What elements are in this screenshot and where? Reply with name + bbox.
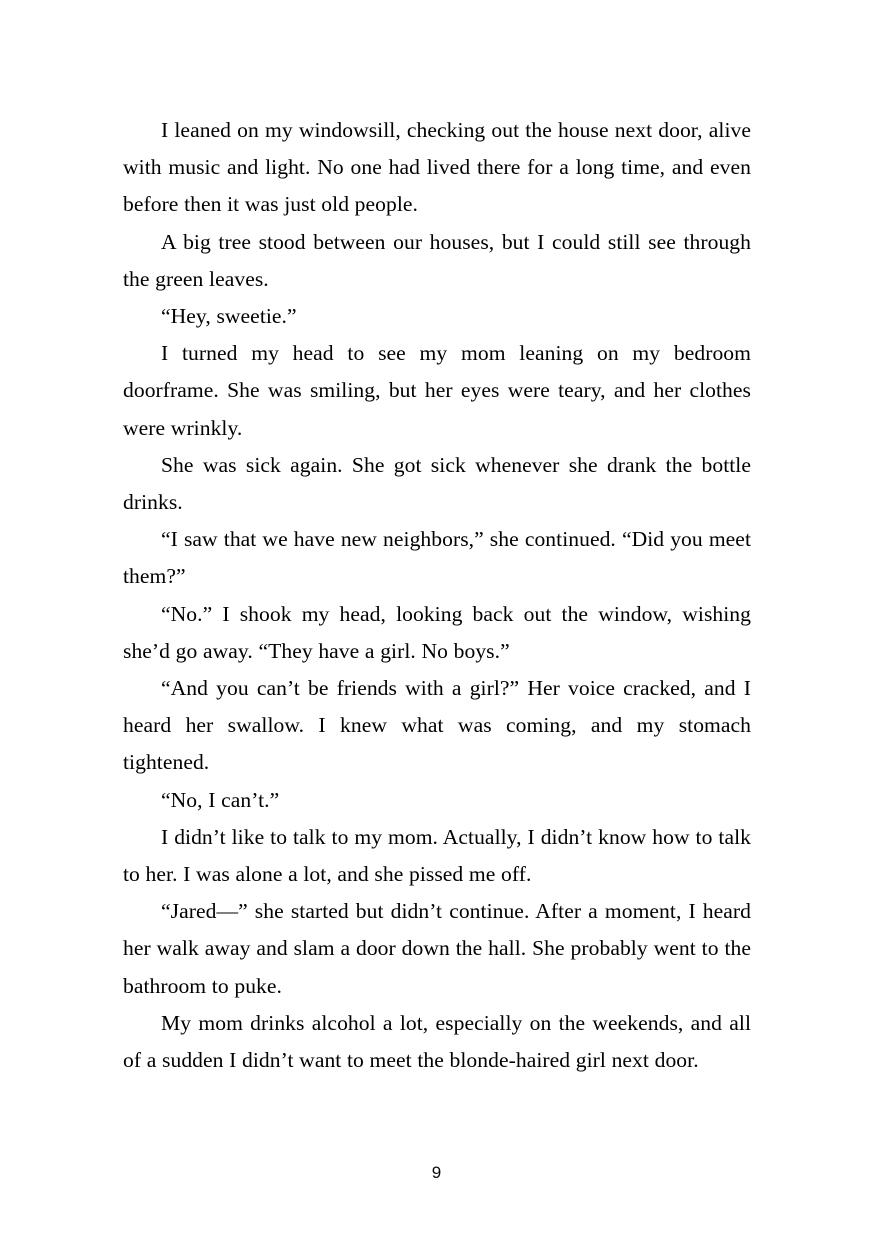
paragraph: “No, I can’t.” [161,787,280,812]
paragraph: I turned my head to see my mom leaning on my bedroom doorframe. She was smiling, but her eyes were teary, and her clothes were wrinkly. [123,341,751,440]
paragraph: My mom drinks alcohol a lot, especially on the weekends, and all of a sudden I didn’t want to meet the blonde-haired girl next door. [123,1010,751,1073]
paragraph: “Jared—” she started but didn’t continue. After a moment, I heard her walk away and slam a door down the hall. She probably went to the bathroom to puke. [123,899,751,998]
paragraph: “Hey, sweetie.” [161,304,297,329]
paragraph: A big tree stood between our houses, but I could still see through the green leaves. [123,229,751,291]
paragraph: I leaned on my windowsill, checking out the house next door, alive with music and light. No one had lived there for a long time, and even before then it was just old people. [123,118,751,217]
paragraph: “No.” I shook my head, looking back out the window, wishing she’d go away. “They have a girl. No boys.” [123,601,751,663]
page-number: 9 [431,1163,442,1182]
paragraph: She was sick again. She got sick whenever she drank the bottle drinks. [123,452,751,515]
body-text-block [123,112,751,1079]
paragraph: “I saw that we have new neighbors,” she continued. “Did you meet them?” [123,527,751,589]
paragraph: I didn’t like to talk to my mom. Actually, I didn’t know how to talk to her. I was alone a lot, and she pissed me off. [123,824,751,887]
paragraph: “And you can’t be friends with a girl?” Her voice cracked, and I heard her swallow. I knew what was coming, and my stomach tightened. [123,676,751,775]
